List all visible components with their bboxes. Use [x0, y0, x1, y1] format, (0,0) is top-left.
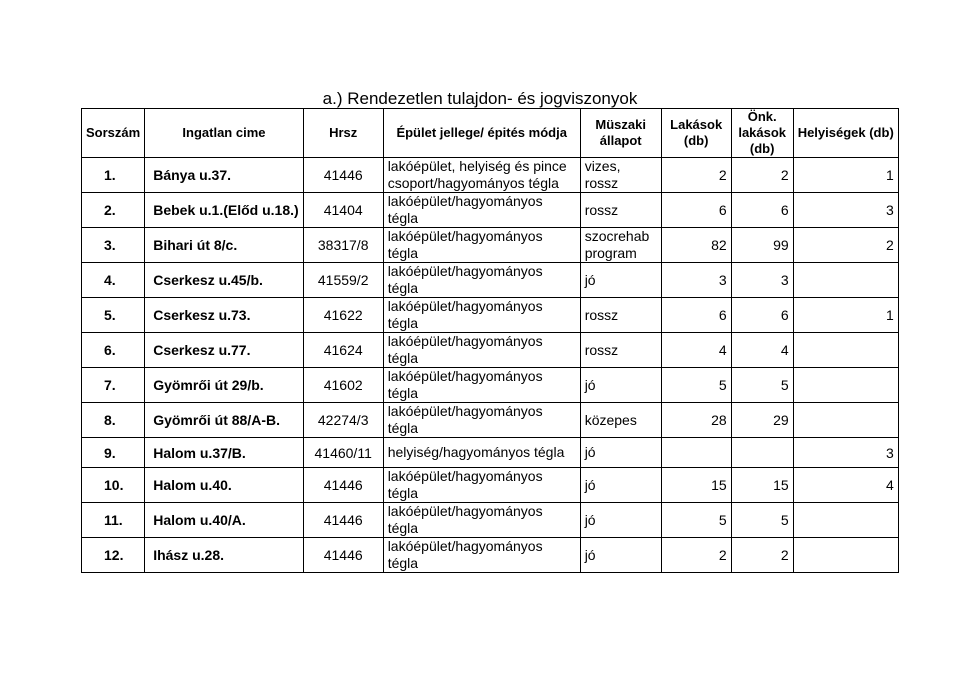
row-flats: 28: [661, 403, 731, 438]
row-municipal-flats: 2: [731, 158, 793, 193]
table-row: [82, 333, 899, 368]
property-table: [81, 108, 899, 573]
row-hrsz: 41446: [303, 538, 383, 573]
header-lakasok: Lakások (db): [661, 109, 731, 158]
row-premises: 1: [793, 158, 898, 193]
row-condition: jó: [580, 368, 661, 403]
row-flats: 5: [661, 503, 731, 538]
table-row: [82, 263, 899, 298]
table-row: [82, 438, 899, 468]
row-building-type: lakóépület/hagyományos tégla: [383, 468, 580, 503]
row-municipal-flats: [731, 438, 793, 468]
row-number: 12.: [82, 538, 145, 573]
page-title: a.) Rendezetlen tulajdon- és jogviszonyok: [322, 89, 638, 108]
row-number: 11.: [82, 503, 145, 538]
row-building-type: helyiség/hagyományos tégla: [383, 438, 580, 468]
row-address: Bihari út 8/c.: [145, 228, 303, 263]
row-address: Gyömrői út 88/A-B.: [145, 403, 303, 438]
header-helyisegek: Helyiségek (db): [793, 109, 898, 158]
row-building-type: lakóépület/hagyományos tégla: [383, 263, 580, 298]
row-hrsz: 41446: [303, 158, 383, 193]
table-row: [82, 298, 899, 333]
table-row: [82, 158, 899, 193]
row-building-type: lakóépület/hagyományos tégla: [383, 333, 580, 368]
header-allapot: Müszaki állapot: [580, 109, 661, 158]
row-number: 8.: [82, 403, 145, 438]
row-flats: 2: [661, 158, 731, 193]
row-address: Ihász u.28.: [145, 538, 303, 573]
row-hrsz: 41446: [303, 468, 383, 503]
row-municipal-flats: 2: [731, 538, 793, 573]
row-building-type: lakóépület/hagyományos tégla: [383, 298, 580, 333]
row-number: 10.: [82, 468, 145, 503]
row-flats: 3: [661, 263, 731, 298]
row-building-type: lakóépület/hagyományos tégla: [383, 193, 580, 228]
table-row: [82, 538, 899, 573]
row-condition: jó: [580, 468, 661, 503]
table-row: [82, 468, 899, 503]
row-municipal-flats: 5: [731, 503, 793, 538]
row-hrsz: 41602: [303, 368, 383, 403]
row-condition: közepes: [580, 403, 661, 438]
row-number: 7.: [82, 368, 145, 403]
row-premises: 3: [793, 438, 898, 468]
header-row: [82, 109, 899, 158]
row-premises: 3: [793, 193, 898, 228]
row-flats: 2: [661, 538, 731, 573]
row-municipal-flats: 6: [731, 298, 793, 333]
row-flats: 4: [661, 333, 731, 368]
table-row: [82, 503, 899, 538]
header-epulet: Épület jellege/ épités módja: [383, 109, 580, 158]
row-address: Cserkesz u.45/b.: [145, 263, 303, 298]
row-building-type: lakóépület/hagyományos tégla: [383, 503, 580, 538]
table-row: [82, 228, 899, 263]
row-hrsz: 41559/2: [303, 263, 383, 298]
table-row: [82, 193, 899, 228]
row-condition: rossz: [580, 333, 661, 368]
row-building-type: lakóépület/hagyományos tégla: [383, 403, 580, 438]
row-premises: [793, 538, 898, 573]
row-premises: 2: [793, 228, 898, 263]
row-address: Gyömrői út 29/b.: [145, 368, 303, 403]
row-condition: rossz: [580, 298, 661, 333]
table-row: [82, 403, 899, 438]
row-hrsz: 41404: [303, 193, 383, 228]
header-sorszam: Sorszám: [82, 109, 145, 158]
row-condition: szocrehab program: [580, 228, 661, 263]
row-number: 2.: [82, 193, 145, 228]
row-flats: 6: [661, 193, 731, 228]
row-building-type: lakóépület, helyiség és pince csoport/hagyományos tégla: [383, 158, 580, 193]
row-address: Halom u.37/B.: [145, 438, 303, 468]
row-premises: [793, 368, 898, 403]
row-municipal-flats: 3: [731, 263, 793, 298]
row-municipal-flats: 5: [731, 368, 793, 403]
row-address: Cserkesz u.73.: [145, 298, 303, 333]
row-hrsz: 41460/11: [303, 438, 383, 468]
row-condition: jó: [580, 263, 661, 298]
row-condition: vizes, rossz: [580, 158, 661, 193]
row-hrsz: 41624: [303, 333, 383, 368]
row-address: Bebek u.1.(Előd u.18.): [145, 193, 303, 228]
row-flats: 6: [661, 298, 731, 333]
row-number: 5.: [82, 298, 145, 333]
row-municipal-flats: 99: [731, 228, 793, 263]
row-number: 9.: [82, 438, 145, 468]
row-municipal-flats: 4: [731, 333, 793, 368]
row-flats: 82: [661, 228, 731, 263]
row-condition: jó: [580, 503, 661, 538]
row-flats: [661, 438, 731, 468]
header-hrsz: Hrsz: [303, 109, 383, 158]
row-municipal-flats: 15: [731, 468, 793, 503]
row-premises: [793, 333, 898, 368]
row-municipal-flats: 29: [731, 403, 793, 438]
row-building-type: lakóépület/hagyományos tégla: [383, 228, 580, 263]
row-address: Halom u.40/A.: [145, 503, 303, 538]
row-hrsz: 41622: [303, 298, 383, 333]
row-address: Cserkesz u.77.: [145, 333, 303, 368]
table-row: [82, 368, 899, 403]
row-hrsz: 42274/3: [303, 403, 383, 438]
row-premises: 1: [793, 298, 898, 333]
row-number: 3.: [82, 228, 145, 263]
header-onk: Önk. lakások (db): [731, 109, 793, 158]
row-premises: [793, 263, 898, 298]
row-condition: rossz: [580, 193, 661, 228]
header-cime: Ingatlan cime: [145, 109, 303, 158]
row-number: 6.: [82, 333, 145, 368]
row-flats: 15: [661, 468, 731, 503]
row-condition: jó: [580, 438, 661, 468]
row-address: Halom u.40.: [145, 468, 303, 503]
row-hrsz: 38317/8: [303, 228, 383, 263]
row-hrsz: 41446: [303, 503, 383, 538]
row-number: 4.: [82, 263, 145, 298]
row-address: Bánya u.37.: [145, 158, 303, 193]
row-building-type: lakóépület/hagyományos tégla: [383, 368, 580, 403]
row-building-type: lakóépület/hagyományos tégla: [383, 538, 580, 573]
row-condition: jó: [580, 538, 661, 573]
row-municipal-flats: 6: [731, 193, 793, 228]
row-premises: [793, 503, 898, 538]
row-premises: [793, 403, 898, 438]
row-flats: 5: [661, 368, 731, 403]
row-number: 1.: [82, 158, 145, 193]
row-premises: 4: [793, 468, 898, 503]
